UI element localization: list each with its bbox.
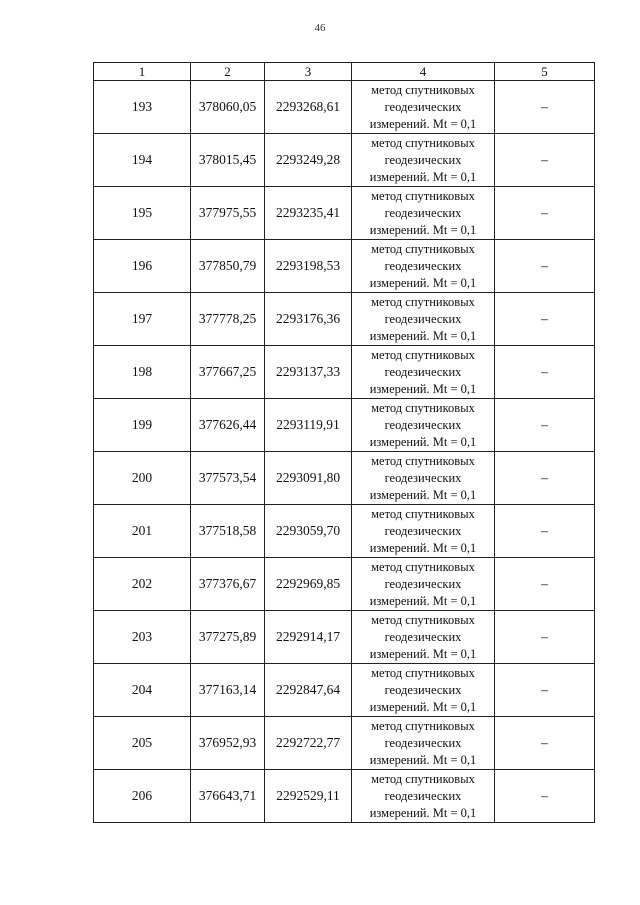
method-line: метод спутниковых — [371, 453, 475, 468]
x-coordinate-cell: 376952,93 — [191, 717, 265, 770]
method-line: геодезических — [384, 364, 462, 379]
method-line: метод спутниковых — [371, 135, 475, 150]
method-line: метод спутниковых — [371, 188, 475, 203]
table-row — [94, 399, 595, 452]
method-line: измерений. Mt = 0,1 — [369, 328, 477, 343]
method-line: метод спутниковых — [371, 506, 475, 521]
method-line: измерений. Mt = 0,1 — [369, 805, 477, 820]
header-cell: 3 — [265, 63, 352, 81]
y-coordinate-cell: 2293091,80 — [265, 452, 352, 505]
y-coordinate-cell: 2292529,11 — [265, 770, 352, 823]
method-cell — [352, 240, 495, 293]
method-line: измерений. Mt = 0,1 — [369, 699, 477, 714]
x-coordinate-cell: 377573,54 — [191, 452, 265, 505]
method-cell — [352, 505, 495, 558]
method-line: измерений. Mt = 0,1 — [369, 381, 477, 396]
x-coordinate-cell: 377850,79 — [191, 240, 265, 293]
method-line: метод спутниковых — [371, 400, 475, 415]
table-row — [94, 187, 595, 240]
table-row — [94, 81, 595, 134]
method-line: геодезических — [384, 99, 462, 114]
y-coordinate-cell: 2292847,64 — [265, 664, 352, 717]
method-line: измерений. Mt = 0,1 — [369, 487, 477, 502]
table-row — [94, 134, 595, 187]
table-body — [94, 81, 595, 823]
x-coordinate-cell: 377376,67 — [191, 558, 265, 611]
x-coordinate-cell: 377778,25 — [191, 293, 265, 346]
method-line: измерений. Mt = 0,1 — [369, 116, 477, 131]
point-number-cell: 202 — [94, 558, 191, 611]
y-coordinate-cell: 2293119,91 — [265, 399, 352, 452]
point-number-cell: 197 — [94, 293, 191, 346]
header-cell: 4 — [352, 63, 495, 81]
method-line: измерений. Mt = 0,1 — [369, 434, 477, 449]
x-coordinate-cell: 377163,14 — [191, 664, 265, 717]
note-cell: – — [495, 770, 595, 823]
x-coordinate-cell: 376643,71 — [191, 770, 265, 823]
table-row — [94, 346, 595, 399]
x-coordinate-cell: 378015,45 — [191, 134, 265, 187]
point-number-cell: 194 — [94, 134, 191, 187]
method-line: измерений. Mt = 0,1 — [369, 593, 477, 608]
table-row — [94, 664, 595, 717]
table-row — [94, 505, 595, 558]
y-coordinate-cell: 2292722,77 — [265, 717, 352, 770]
method-line: геодезических — [384, 576, 462, 591]
coordinates-table — [93, 62, 595, 823]
method-cell — [352, 346, 495, 399]
method-cell — [352, 770, 495, 823]
method-line: метод спутниковых — [371, 347, 475, 362]
y-coordinate-cell: 2292969,85 — [265, 558, 352, 611]
point-number-cell: 206 — [94, 770, 191, 823]
method-line: геодезических — [384, 205, 462, 220]
method-line: измерений. Mt = 0,1 — [369, 222, 477, 237]
table-row — [94, 611, 595, 664]
note-cell: – — [495, 505, 595, 558]
note-cell: – — [495, 452, 595, 505]
y-coordinate-cell: 2293235,41 — [265, 187, 352, 240]
point-number-cell: 200 — [94, 452, 191, 505]
y-coordinate-cell: 2293249,28 — [265, 134, 352, 187]
method-line: геодезических — [384, 735, 462, 750]
y-coordinate-cell: 2293059,70 — [265, 505, 352, 558]
point-number-cell: 199 — [94, 399, 191, 452]
method-line: метод спутниковых — [371, 771, 475, 786]
y-coordinate-cell: 2293198,53 — [265, 240, 352, 293]
method-cell — [352, 134, 495, 187]
method-line: геодезических — [384, 788, 462, 803]
method-cell — [352, 81, 495, 134]
method-line: измерений. Mt = 0,1 — [369, 169, 477, 184]
point-number-cell: 203 — [94, 611, 191, 664]
method-cell — [352, 187, 495, 240]
method-cell — [352, 611, 495, 664]
method-cell — [352, 558, 495, 611]
note-cell: – — [495, 346, 595, 399]
method-line: измерений. Mt = 0,1 — [369, 275, 477, 290]
method-line: геодезических — [384, 682, 462, 697]
x-coordinate-cell: 377667,25 — [191, 346, 265, 399]
y-coordinate-cell: 2293137,33 — [265, 346, 352, 399]
table-row — [94, 717, 595, 770]
point-number-cell: 195 — [94, 187, 191, 240]
method-line: измерений. Mt = 0,1 — [369, 646, 477, 661]
point-number-cell: 196 — [94, 240, 191, 293]
point-number-cell: 201 — [94, 505, 191, 558]
y-coordinate-cell: 2293176,36 — [265, 293, 352, 346]
note-cell: – — [495, 399, 595, 452]
note-cell: – — [495, 81, 595, 134]
header-cell: 1 — [94, 63, 191, 81]
y-coordinate-cell: 2292914,17 — [265, 611, 352, 664]
method-line: измерений. Mt = 0,1 — [369, 540, 477, 555]
method-cell — [352, 717, 495, 770]
header-row — [94, 63, 595, 81]
x-coordinate-cell: 377275,89 — [191, 611, 265, 664]
point-number-cell: 198 — [94, 346, 191, 399]
method-line: геодезических — [384, 258, 462, 273]
method-line: геодезических — [384, 629, 462, 644]
note-cell: – — [495, 611, 595, 664]
note-cell: – — [495, 293, 595, 346]
point-number-cell: 193 — [94, 81, 191, 134]
x-coordinate-cell: 377975,55 — [191, 187, 265, 240]
method-cell — [352, 399, 495, 452]
method-cell — [352, 664, 495, 717]
method-line: метод спутниковых — [371, 612, 475, 627]
x-coordinate-cell: 378060,05 — [191, 81, 265, 134]
method-line: геодезических — [384, 523, 462, 538]
method-line: метод спутниковых — [371, 665, 475, 680]
note-cell: – — [495, 187, 595, 240]
method-line: измерений. Mt = 0,1 — [369, 752, 477, 767]
method-cell — [352, 452, 495, 505]
method-line: метод спутниковых — [371, 718, 475, 733]
x-coordinate-cell: 377626,44 — [191, 399, 265, 452]
method-line: метод спутниковых — [371, 241, 475, 256]
page-number: 46 — [314, 22, 326, 34]
note-cell: – — [495, 240, 595, 293]
table-row — [94, 452, 595, 505]
y-coordinate-cell: 2293268,61 — [265, 81, 352, 134]
note-cell: – — [495, 558, 595, 611]
note-cell: – — [495, 664, 595, 717]
method-line: метод спутниковых — [371, 82, 475, 97]
header-cell: 5 — [495, 63, 595, 81]
table-row — [94, 770, 595, 823]
table-row — [94, 240, 595, 293]
header-cell: 2 — [191, 63, 265, 81]
method-line: геодезических — [384, 152, 462, 167]
x-coordinate-cell: 377518,58 — [191, 505, 265, 558]
method-line: геодезических — [384, 470, 462, 485]
method-line: геодезических — [384, 417, 462, 432]
point-number-cell: 204 — [94, 664, 191, 717]
note-cell: – — [495, 717, 595, 770]
table-row — [94, 558, 595, 611]
table-row — [94, 293, 595, 346]
note-cell: – — [495, 134, 595, 187]
method-line: геодезических — [384, 311, 462, 326]
method-line: метод спутниковых — [371, 559, 475, 574]
method-line: метод спутниковых — [371, 294, 475, 309]
point-number-cell: 205 — [94, 717, 191, 770]
method-cell — [352, 293, 495, 346]
